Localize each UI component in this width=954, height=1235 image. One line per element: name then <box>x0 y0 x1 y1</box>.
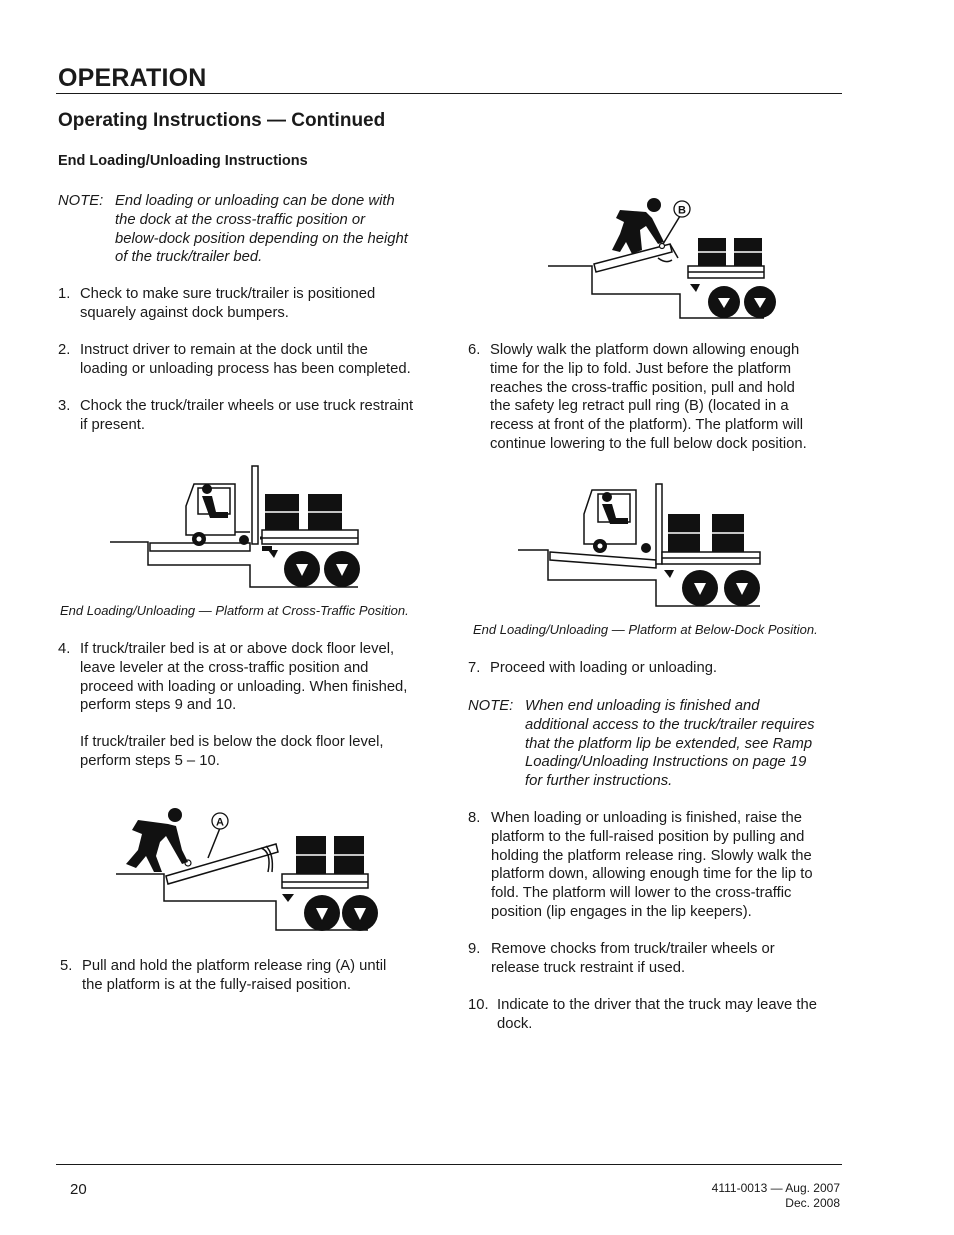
figure-safety-leg-illustration <box>548 194 766 322</box>
step-line: holding the platform release ring. Slowly walk the <box>491 847 812 864</box>
step-line: Indicate to the driver that the truck may leave the <box>497 997 817 1013</box>
step-number: 1. <box>58 286 71 302</box>
step-line: continue lowering to the full below dock position. <box>490 435 807 452</box>
callout-label-b: B <box>678 204 686 217</box>
step-line: release truck restraint if used. <box>491 959 686 976</box>
footer-rule <box>56 1164 842 1165</box>
step-line: proceed with loading or unloading. When finished, <box>80 678 408 695</box>
note-line: End loading or unloading can be done with <box>115 193 395 209</box>
header-rule <box>56 93 842 94</box>
step-1 <box>58 285 375 323</box>
section-title: OPERATION <box>58 64 207 92</box>
figure-1-caption: End Loading/Unloading — Platform at Cross-Traffic Position. <box>60 603 409 618</box>
document-info <box>712 1181 840 1211</box>
step-number: 9. <box>468 941 481 957</box>
step-number: 4. <box>58 641 71 657</box>
figure-release-ring-illustration <box>116 806 370 934</box>
page-subtitle: Operating Instructions — Continued <box>58 110 386 131</box>
step-line: time for the lip to fold. Just before the platform <box>490 360 792 377</box>
step-line: perform steps 5 – 10. <box>80 752 220 769</box>
step-line: the safety leg retract pull ring (B) (located in a <box>490 398 789 415</box>
note-label: NOTE: <box>468 698 514 714</box>
step-line: Proceed with loading or unloading. <box>490 660 718 676</box>
page-number: 20 <box>70 1181 87 1198</box>
step-line: squarely against dock bumpers. <box>80 304 289 321</box>
section-heading: End Loading/Unloading Instructions <box>58 153 308 169</box>
step-line: if present. <box>80 416 145 433</box>
step-line: fold. The platform will lower to the cross-traffic <box>491 885 792 902</box>
step-line: platform to the full-raised position by pulling and <box>491 828 805 845</box>
note-line: When end unloading is finished and <box>525 698 760 714</box>
note-line: below-dock position depending on the height <box>115 230 408 247</box>
figure-cross-traffic-illustration <box>110 462 360 592</box>
step-line: leave leveler at the cross-traffic position and <box>80 659 369 676</box>
step-line: If truck/trailer bed is below the dock floor level, <box>80 734 384 751</box>
step-7 <box>468 659 717 678</box>
note-line: Loading/Unloading Instructions on page 19 <box>525 754 807 771</box>
step-line: Check to make sure truck/trailer is positioned <box>80 286 376 302</box>
figure-below-dock-illustration <box>518 480 762 610</box>
step-3 <box>58 397 413 435</box>
step-line: Instruct driver to remain at the dock until the <box>80 342 368 358</box>
step-line: dock. <box>497 1015 533 1032</box>
note-line: that the platform lip be extended, see Ramp <box>525 735 813 752</box>
step-number: 5. <box>60 958 73 974</box>
step-line: the platform is at the fully-raised position. <box>82 976 351 993</box>
step-line: perform steps 9 and 10. <box>80 697 237 714</box>
note-label: NOTE: <box>58 193 104 209</box>
step-5 <box>60 957 386 995</box>
note-line: for further instructions. <box>525 773 673 790</box>
step-line: When loading or unloading is finished, raise the <box>491 810 802 826</box>
document-number: 4111-0013 — Aug. 2007 <box>711 1181 840 1195</box>
step-line: recess at front of the platform). The platform will <box>490 417 804 434</box>
revision-date: Dec. 2008 <box>785 1196 840 1210</box>
note-line: additional access to the truck/trailer requires <box>525 716 815 733</box>
step-line: Pull and hold the platform release ring (A) until <box>82 958 387 974</box>
step-6 <box>468 341 807 454</box>
left-note <box>58 192 408 267</box>
step-line: reaches the cross-traffic position, pull and hold <box>490 379 795 396</box>
step-number: 2. <box>58 342 71 358</box>
step-number: 10. <box>468 997 489 1013</box>
step-number: 6. <box>468 342 481 358</box>
note-line: of the truck/trailer bed. <box>115 249 263 266</box>
step-line: position (lip engages in the lip keepers). <box>491 903 752 920</box>
step-number: 3. <box>58 398 71 414</box>
note-line: the dock at the cross-traffic position or <box>115 211 366 228</box>
figure-2-caption: End Loading/Unloading — Platform at Below-Dock Position. <box>473 622 818 637</box>
step-line: platform down, allowing enough time for the lip to <box>491 866 813 883</box>
right-note <box>468 697 815 791</box>
step-line: If truck/trailer bed is at or above dock floor level, <box>80 641 395 657</box>
step-line: Remove chocks from truck/trailer wheels or <box>491 941 775 957</box>
step-number: 8. <box>468 810 481 826</box>
step-4 <box>58 640 407 771</box>
step-line: loading or unloading process has been completed. <box>80 360 411 377</box>
step-line: Chock the truck/trailer wheels or use truck restraint <box>80 398 414 414</box>
step-10 <box>468 996 817 1034</box>
callout-label-a: A <box>216 816 224 829</box>
step-8 <box>468 809 813 922</box>
step-9 <box>468 940 775 978</box>
step-2 <box>58 341 411 379</box>
step-line: Slowly walk the platform down allowing enough <box>490 342 800 358</box>
step-number: 7. <box>468 660 481 676</box>
